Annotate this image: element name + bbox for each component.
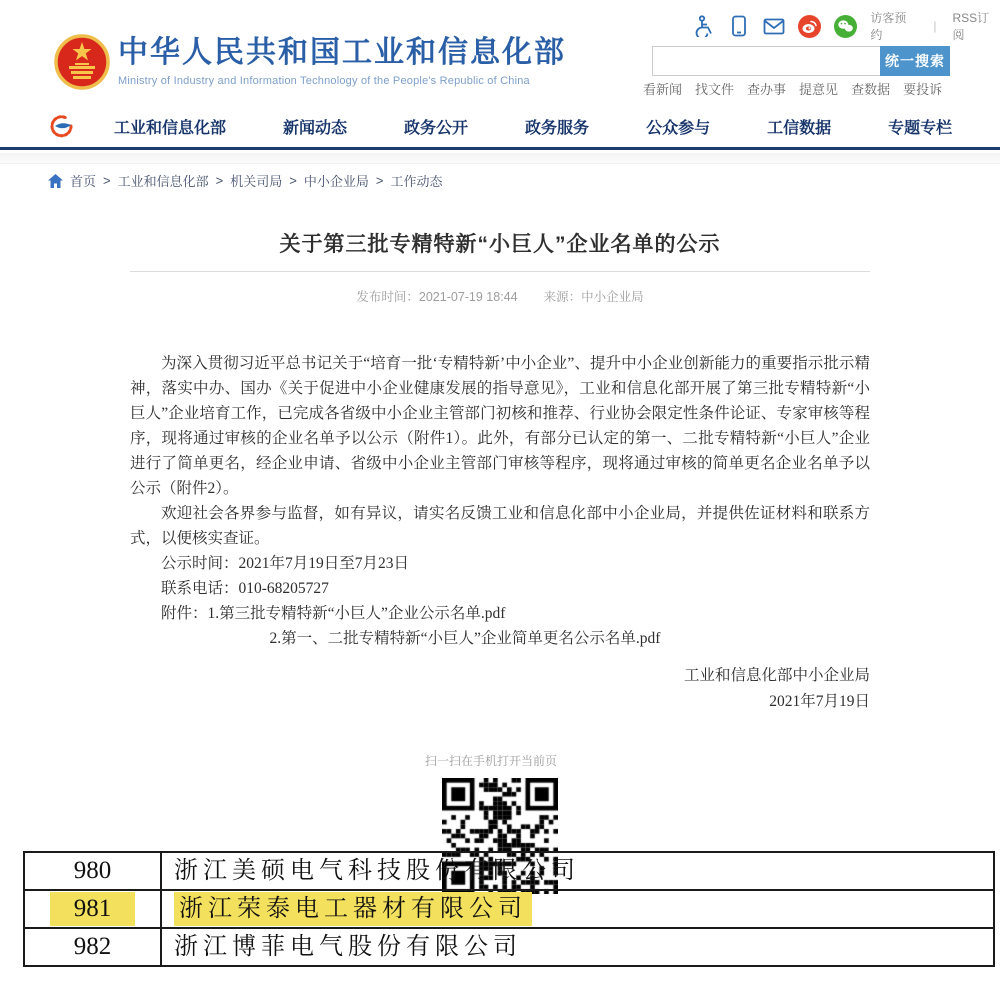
contact-phone-line: 联系电话：010-68205727 xyxy=(161,580,329,597)
title-divider xyxy=(130,271,870,272)
breadcrumb-miit[interactable]: 工业和信息化部 xyxy=(117,174,209,189)
company-name: 浙江美硕电气科技股份有限公司 xyxy=(174,858,580,884)
row-number: 980 xyxy=(73,857,112,884)
signature-date: 2021年7月19日 xyxy=(769,693,870,710)
breadcrumb-separator: > xyxy=(215,173,224,188)
utility-separator: | xyxy=(933,19,937,33)
publish-time: 2021-07-19 18:44 xyxy=(418,290,518,304)
company-name-cell xyxy=(161,928,994,966)
company-name-cell xyxy=(161,890,994,928)
breadcrumb-home[interactable]: 首页 xyxy=(70,174,97,189)
article-title: 关于第三批专精特新“小巨人”企业名单的公示 xyxy=(279,233,721,256)
nav-item-news[interactable]: 新闻动态 xyxy=(283,119,348,137)
quick-link-complaint[interactable]: 要投诉 xyxy=(903,82,943,97)
article-paragraph: 为深入贯彻习近平总书记关于“培育一批‘专精特新’中小企业”、提升中小企业创新能力的重要指示批示精神，落实中办、国办《关于促进中小企业健康发展的指导意见》，工业和信息化部开展了第三批专精特新“小巨人”企业培育工作，已完成各省级中小企业主管部门初核和推荐、行业协会限定性条件论证、专家审核等程序，现将通过审核的企业名单予以公示（附件1）。此外，有部分已认定的第一、二批专精特新“小巨人”企业进行了简单更名，经企业申请、省级中小企业主管部门审核等程序，现将通过审核的简单更名企业名单予以公示（附件2）。 xyxy=(130,355,870,497)
row-number-cell xyxy=(24,852,161,890)
rss-subscribe-link[interactable]: RSS订阅 xyxy=(952,11,990,42)
quick-links xyxy=(643,79,942,98)
mobile-icon[interactable] xyxy=(727,15,749,38)
article-meta xyxy=(130,287,870,305)
row-number: 982 xyxy=(73,933,112,960)
article-paragraph: 欢迎社会各界参与监督，如有异议，请实名反馈工业和信息化部中小企业局，并提供佐证材料和联系方式，以便核实查证。 xyxy=(130,505,870,547)
row-number: 981 xyxy=(50,892,136,926)
signature-block xyxy=(130,663,870,715)
table-row[interactable] xyxy=(24,928,994,966)
wechat-icon[interactable] xyxy=(834,15,857,38)
unified-search-button[interactable]: 统一搜索 xyxy=(880,46,950,76)
breadcrumb-separator: > xyxy=(103,173,111,188)
mail-icon[interactable] xyxy=(763,15,785,38)
table-row[interactable] xyxy=(24,852,994,890)
table-row-highlighted[interactable] xyxy=(24,890,994,928)
article-body xyxy=(130,351,870,894)
accessibility-icon[interactable] xyxy=(692,15,714,38)
site-title: 中华人民共和国工业和信息化部 xyxy=(118,36,566,69)
source-label: 来源： xyxy=(543,290,582,304)
weibo-icon[interactable] xyxy=(798,15,821,38)
nav-shadow-band xyxy=(0,153,1000,164)
breadcrumb-sme-bureau[interactable]: 中小企业局 xyxy=(303,174,369,189)
nav-item-data[interactable]: 工信数据 xyxy=(767,119,832,137)
quick-link-services[interactable]: 查办事 xyxy=(747,82,787,97)
company-name: 浙江荣泰电工器材有限公司 xyxy=(174,892,532,926)
utility-bar xyxy=(692,11,1000,42)
unified-search-input[interactable] xyxy=(652,46,880,76)
qr-scan-label: 扫一扫在手机打开当前页 xyxy=(425,754,558,768)
row-number-cell xyxy=(24,928,161,966)
attachment-2-link[interactable]: 2.第一、二批专精特新“小巨人”企业简单更名公示名单.pdf xyxy=(269,630,661,647)
breadcrumb-departments[interactable]: 机关司局 xyxy=(230,174,283,189)
site-subtitle: Ministry of Industry and Information Technology of the People's Republic of China xyxy=(118,75,530,87)
nav-item-gov-services[interactable]: 政务服务 xyxy=(525,119,590,137)
nav-item-public-participation[interactable]: 公众参与 xyxy=(646,119,711,137)
company-name-cell xyxy=(161,852,994,890)
miit-e-logo-icon xyxy=(48,113,78,139)
quick-link-data[interactable]: 查数据 xyxy=(851,82,891,97)
site-header xyxy=(0,0,1000,105)
company-name: 浙江博菲电气股份有限公司 xyxy=(174,934,522,960)
publish-time-label: 发布时间： xyxy=(356,290,419,304)
signature-org: 工业和信息化部中小企业局 xyxy=(683,667,870,684)
breadcrumb xyxy=(48,171,442,190)
quick-link-news[interactable]: 看新闻 xyxy=(643,82,683,97)
breadcrumb-separator: > xyxy=(375,173,384,188)
nav-item-miit[interactable]: 工业和信息化部 xyxy=(114,119,227,137)
breadcrumb-separator: > xyxy=(289,173,297,188)
row-number-cell xyxy=(24,890,161,928)
nav-item-special-topics[interactable]: 专题专栏 xyxy=(888,119,953,137)
source: 中小企业局 xyxy=(581,290,644,304)
quick-link-files[interactable]: 找文件 xyxy=(695,82,735,97)
main-nav xyxy=(0,105,1000,150)
home-icon[interactable] xyxy=(48,174,63,188)
national-emblem-logo xyxy=(54,33,110,91)
nav-item-gov-disclosure[interactable]: 政务公开 xyxy=(404,119,469,137)
breadcrumb-work-updates[interactable]: 工作动态 xyxy=(390,174,443,189)
publicity-period-line: 公示时间：2021年7月19日至7月23日 xyxy=(161,555,410,572)
company-list-table xyxy=(23,851,995,967)
visitor-appointment-link[interactable]: 访客预约 xyxy=(870,11,907,42)
attachment-1-link[interactable]: 附件：1.第三批专精特新“小巨人”企业公示名单.pdf xyxy=(161,605,506,622)
quick-link-feedback[interactable]: 提意见 xyxy=(799,82,839,97)
